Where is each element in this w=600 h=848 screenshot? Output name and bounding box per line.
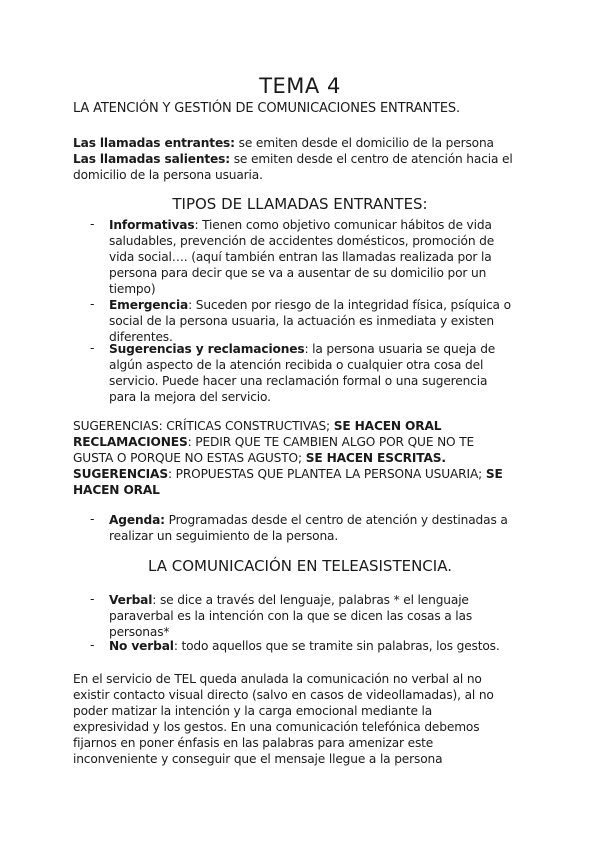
list-item-emergencia xyxy=(109,297,511,313)
sug-label: Sugerencias y reclamaciones xyxy=(109,342,305,356)
paragraph-line-3: poder matizar la intención y la carga emocional mediante la xyxy=(73,704,433,718)
calls-out-text: se emiten desde el centro de atención hacia el xyxy=(229,152,513,166)
bullet-dash: - xyxy=(90,341,95,355)
bullet-dash: - xyxy=(90,297,95,311)
list-item-no-verbal xyxy=(109,638,500,654)
info-line-4: persona para decir que se va a ausentar de su domicilio por un xyxy=(109,266,487,280)
r1-bold: RECLAMACIONES xyxy=(73,435,188,449)
verbal-line-3: personas* xyxy=(109,625,170,639)
emer-line-3: diferentes. xyxy=(109,330,173,344)
s2-bold-end: SE xyxy=(485,467,503,481)
page-title: TEMA 4 xyxy=(259,74,341,98)
bullet-dash: - xyxy=(90,512,95,526)
types-heading: TIPOS DE LLAMADAS ENTRANTES: xyxy=(172,195,428,213)
calls-in-label: Las llamadas entrantes: xyxy=(73,136,235,150)
s1-text: SUGERENCIAS: CRÍTICAS CONSTRUCTIVAS; xyxy=(73,419,334,433)
emer-label: Emergencia xyxy=(109,298,189,312)
info-line-2: saludables, prevención de accidentes domésticos, promoción de xyxy=(109,234,495,248)
r2-text: GUSTA O PORQUE NO ESTAS AGUSTO; xyxy=(73,451,306,465)
paragraph-line-2: existir contacto visual directo (salvo en casos de videollamadas), al no xyxy=(73,688,494,702)
calls-out-line xyxy=(73,151,513,167)
calls-out-text-2: domicilio de la persona usuaria. xyxy=(73,168,263,182)
bullet-dash: - xyxy=(90,638,95,652)
paragraph-line-4: expresividad y los gestos. En una comunicación telefónica debemos xyxy=(73,720,480,734)
reclamaciones-line-2 xyxy=(73,450,446,466)
paragraph-line-5: fijarnos en poner énfasis en las palabras para amenizar este xyxy=(73,736,434,750)
sug-line-4: para la mejora del servicio. xyxy=(109,390,271,404)
verbal-line-2: paraverbal es la intención con la que se dicen las cosas a las xyxy=(109,609,473,623)
info-line-3: vida social…. (aquí también entran las llamadas realizada por la xyxy=(109,250,492,264)
info-line-5: tiempo) xyxy=(109,282,156,296)
sugerencias-line-2 xyxy=(73,466,503,482)
comm-heading: LA COMUNICACIÓN EN TELEASISTENCIA. xyxy=(148,557,452,575)
info-text: : Tienen como objetivo comunicar hábitos de vida xyxy=(194,218,492,232)
r1-text: : PEDIR QUE TE CAMBIEN ALGO POR QUE NO TE xyxy=(187,435,475,449)
s2-bold: SUGERENCIAS xyxy=(73,467,168,481)
list-item-verbal xyxy=(109,592,469,608)
emer-line-2: social de la persona usuaria, la actuación es inmediata y existen xyxy=(109,314,494,328)
agenda-text: Programadas desde el centro de atención y destinadas a xyxy=(164,513,508,527)
verbal-label: Verbal xyxy=(109,593,153,607)
subtitle: LA ATENCIÓN Y GESTIÓN DE COMUNICACIONES ENTRANTES. xyxy=(73,101,461,116)
info-label: Informativas xyxy=(109,218,195,232)
list-item-sugerencias xyxy=(109,341,495,357)
sug-line-2: algún aspecto de la atención recibida o cualquier otra cosa del xyxy=(109,358,484,372)
bullet-dash: - xyxy=(90,217,95,231)
nonverbal-label: No verbal xyxy=(109,639,174,653)
s1-bold: SE HACEN ORAL xyxy=(333,419,442,433)
list-item-informativas xyxy=(109,217,492,233)
s2-text: : PROPUESTAS QUE PLANTEA LA PERSONA USUARIA; xyxy=(167,467,486,481)
sug-text: : la persona usuaria se queja de xyxy=(304,342,496,356)
sugerencias-line-3: HACEN ORAL xyxy=(73,483,160,497)
calls-in-line xyxy=(73,135,494,151)
emer-text: : Suceden por riesgo de la integridad física, psíquica o xyxy=(188,298,511,312)
list-item-agenda xyxy=(109,512,508,528)
reclamaciones-line-1 xyxy=(73,434,474,450)
verbal-text: : se dice a través del lenguaje, palabras * el lenguaje xyxy=(152,593,469,607)
sug-line-3: servicio. Puede hacer una reclamación formal o una sugerencia xyxy=(109,374,488,388)
agenda-line-2: realizar un seguimiento de la persona. xyxy=(109,529,339,543)
calls-out-label: Las llamadas salientes: xyxy=(73,152,230,166)
paragraph-line-6: inconveniente y conseguir que el mensaje llegue a la persona xyxy=(73,752,443,766)
paragraph-line-1: En el servicio de TEL queda anulada la comunicación no verbal al no xyxy=(73,672,482,686)
r2-bold: SE HACEN ESCRITAS. xyxy=(305,451,446,465)
sugerencias-line-1 xyxy=(73,418,441,434)
bullet-dash: - xyxy=(90,592,95,606)
agenda-label: Agenda: xyxy=(109,513,165,527)
nonverbal-text: : todo aquellos que se tramite sin palabras, los gestos. xyxy=(173,639,500,653)
calls-in-text: se emiten desde el domicilio de la persona xyxy=(234,136,494,150)
